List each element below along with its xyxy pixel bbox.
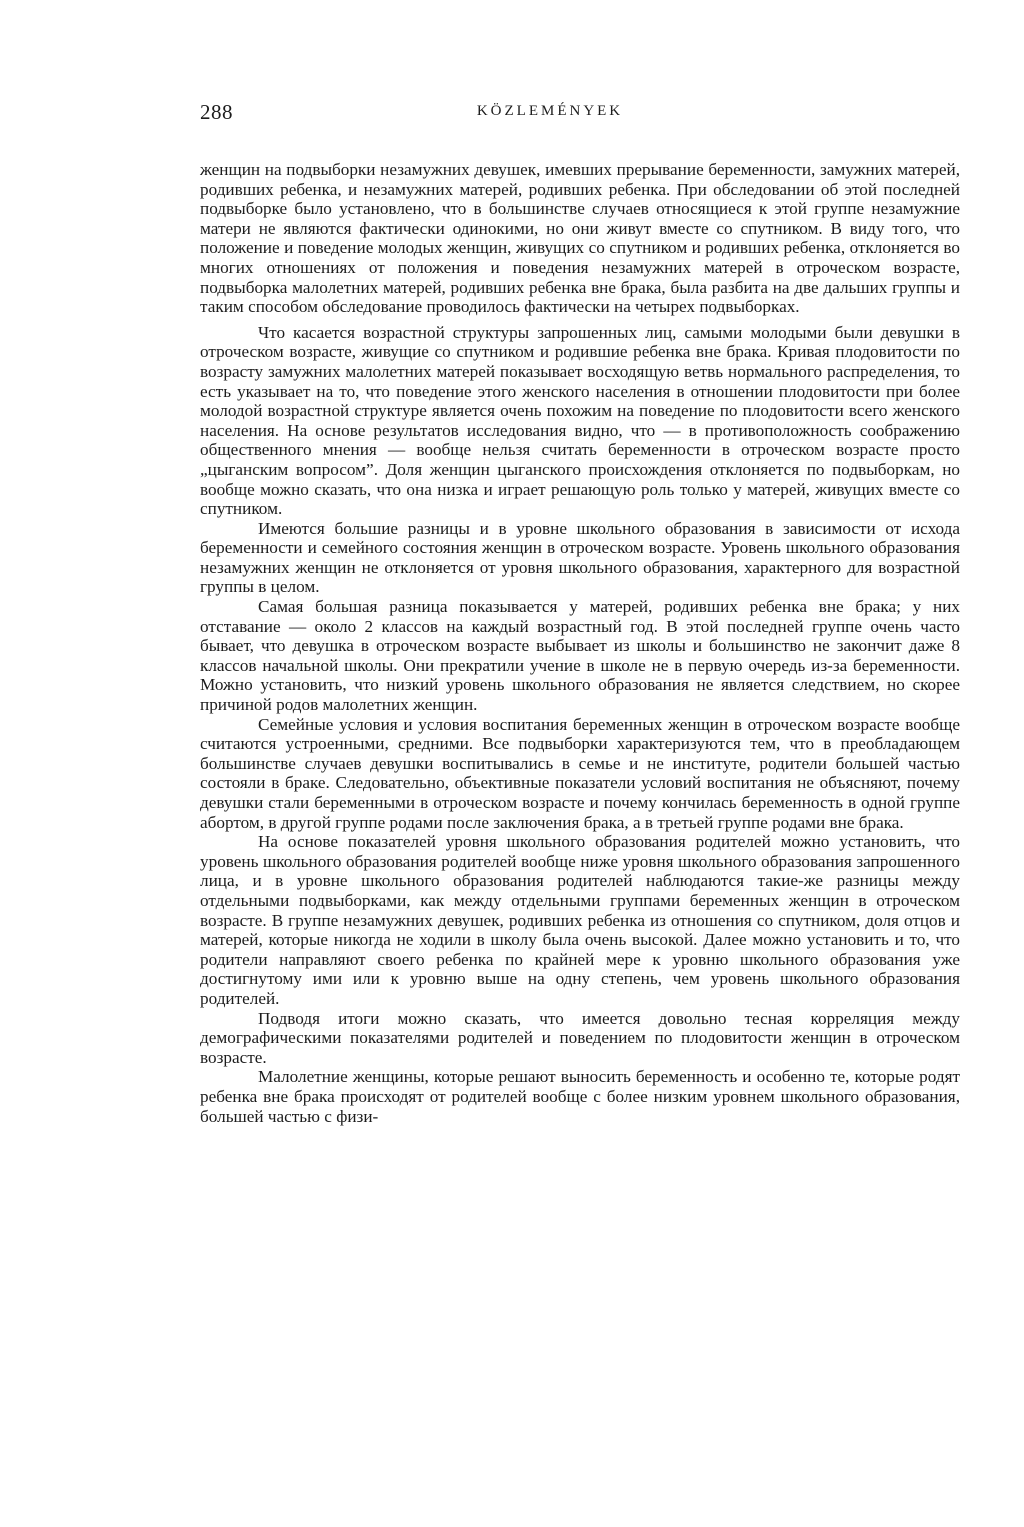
paragraph: Малолетние женщины, которые решают выносить беременность и особенно те, которые родят ребенка вне брака происходят от родителей вообще с более низким уровнем школьного образования, большей частью с физи-: [200, 1067, 960, 1126]
paragraph: Имеются большие разницы и в уровне школьного образования в зависимости от исхода беременности и семейного состояния женщин в отроческом возрасте. Уровень школьного образования незамужних женщин не отклоняется от уровня школьного образования, характерного для возрастной группы в целом.: [200, 518, 960, 597]
body-text: [200, 160, 960, 1126]
paragraph: Самая большая разница показывается у матерей, родивших ребенка вне брака; у них отставание — около 2 классов на каждый возрастный год. В этой последней группе очень часто бывает, что девушка в отроческом возрасте выбывает из школы и большинство не закончит даже 8 классов начальной школы. Они прекратили учение в школе не в первую очередь из-за беременности. Можно установить, что низкий уровень школьного образования не является следствием, но скорее причиной родов малолетних женщин.: [200, 597, 960, 715]
document-page: [200, 0, 960, 1527]
paragraph: Семейные условия и условия воспитания беременных женщин в отроческом возрасте вообще считаются устроенными, средними. Все подвыборки характеризуются тем, что в преобладающем большинстве случаев девушки воспитывались в семье и не институте, родители большей частью состояли в браке. Следовательно, объективные показатели условий воспитания не объясняют, почему девушки стали беременными в отроческом возрасте и почему кончилась беременность в одной группе абортом, в другой группе родами после заключения брака, а в третьей группе родами вне брака.: [200, 714, 960, 832]
page-number: 288: [200, 100, 233, 124]
paragraph: Что касается возрастной структуры запрошенных лиц, самыми молодыми были девушки в отроческом возрасте, живущие со спутником и родившие ребенка вне брака. Кривая плодовитости по возрасту замужних малолетних матерей показывает восходящую ветвь нормального распределения, то есть указывает на то, что поведение этого женского населения в отношении плодовитости при более молодой возрастной структуре является очень похожим на поведение по плодовитости всего женского населения. На основе результатов исследования видно, что — в противоположность соображению общественного мнения — вообще нельзя считать беременности в отроческом возрасте просто „цыганским вопросом”. Доля женщин цыганского происхождения отклоняется по подвыборкам, но вообще можно сказать, что она низка и играет решающую роль только у матерей, живущих вместе со спутником.: [200, 322, 960, 519]
paragraph: женщин на подвыборки незамужних девушек, имевших прерывание беременности, замужних матерей, родивших ребенка, и незамужних матерей, родивших ребенка. При обследовании об этой последней подвыборке было установлено, что в большинстве случаев относящиеся к этой группе незамужние матери не являются фактически одинокими, но они живут вместе со спутником. В виду того, что положение и поведение молодых женщин, живущих со спутником и родивших ребенка, отклоняется во многих отношениях от положения и поведения незамужних матерей в отроческом возрасте, подвыборка малолетних матерей, родивших ребенка вне брака, была разбита на две дальших группы и таким способом обследование проводилось фактически на четырех подвыборках.: [200, 160, 960, 317]
running-head: KÖZLEMÉNYEK: [476, 103, 624, 119]
paragraph: Подводя итоги можно сказать, что имеется довольно тесная корреляция между демографическими показателями родителей и поведением по плодовитости женщин в отроческом возрасте.: [200, 1008, 960, 1067]
page-header: [200, 100, 960, 128]
paragraph: На основе показателей уровня школьного образования родителей можно установить, что уровень школьного образования родителей вообще ниже уровня школьного образования запрошенного лица, и в уровне школьного образования родителей наблюдаются такие-же разницы между отдельными подвыборками, как между отдельными группами беременных женщин в отроческом возрасте. В группе незамужних девушек, родивших ребенка из отношения со спутником, доля отцов и матерей, которые никогда не ходили в школу была очень высокой. Далее можно установить и то, что родители направляют своего ребенка по крайней мере к уровню школьного образования уже достигнутому ими или к уровню выше на одну степень, чем уровень школьного образования родителей.: [200, 832, 960, 1008]
